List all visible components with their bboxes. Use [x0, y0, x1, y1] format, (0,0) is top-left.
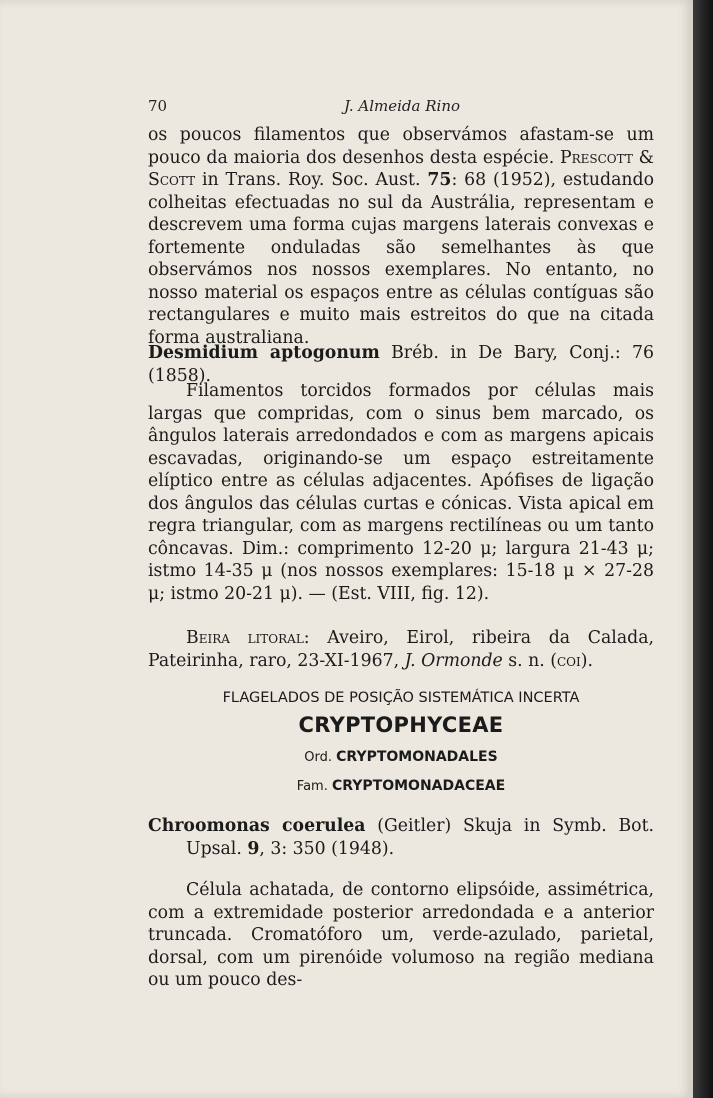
section-heading: FLAGELADOS DE POSIÇÃO SISTEMÁTICA INCERTA: [222, 690, 580, 706]
family-prefix: Fam.: [296, 779, 332, 794]
family-heading: [148, 778, 654, 794]
author-scott: Scott: [148, 170, 196, 190]
paragraph-comparison: [148, 124, 654, 349]
author-prescott: Prescott: [559, 147, 633, 168]
species-citation: Bréb. in De Bary, Conj.: 76 (1858).: [148, 343, 654, 386]
para1-text-a: os poucos filamentos que observámos afastam-se um pouco da maioria dos desenhos desta espécie.: [148, 125, 654, 168]
family-name: CRYPTOMONADACEAE: [331, 778, 506, 794]
book-edge-shadow: [693, 0, 713, 1098]
paragraph-description-chroomonas: [148, 879, 654, 992]
class-heading: CRYPTOPHYCEAE: [298, 713, 504, 737]
description-text: Filamentos torcidos formados por células mais largas que compridas, com o sinus bem marcado, os ângulos laterais arredondados e com as margens apicais escavadas, originando-se um espaço estreitamente elíptico entre as células adjacentes. Apófises de ligação dos ângulos das células curtas e cónicas. Vista apical em regra triangular, com as margens rectilíneas ou um tanto côncavas. Dim.: comprimento 12-20 μ; largura 21-43 μ; istmo 14-35 μ (nos nossos exemplares: 15-18 μ × 27-28 μ; istmo 20-21 μ). — (Est. VIII, fig. 12).: [148, 381, 654, 604]
running-author: J. Almeida Rino: [344, 97, 461, 115]
description2-text: Célula achatada, de contorno elipsóide, assimétrica, com a extremidade posterior arredondada e a anterior truncada. Cromatóforo um, verde-azulado, parietal, dorsal, com um pirenóide volumoso na região mediana ou um pouco des-: [148, 880, 654, 990]
collector-name: J. Ormonde: [404, 650, 503, 671]
para1-text-b: in Trans. Roy. Soc. Aust.: [195, 170, 428, 190]
locality-text-c: ).: [580, 650, 594, 671]
species-heading-chroomonas: [148, 815, 654, 860]
locality-text-b: s. n. (: [502, 650, 557, 671]
species2-citation-a: (Geitler) Skuja in Symb. Bot. Upsal.: [186, 816, 655, 859]
species2-volume: 9: [247, 838, 260, 859]
order-name: CRYPTOMONADALES: [336, 749, 498, 765]
order-heading: [148, 749, 654, 765]
para1-amp: &: [632, 147, 654, 168]
locality-record: [148, 627, 654, 672]
locality-text-a: Aveiro, Eirol, ribeira da Calada, Pateirinha, raro, 23-XI-1967,: [148, 628, 654, 671]
paragraph-description-desmidium: [148, 380, 654, 605]
journal-volume: 75: [427, 170, 452, 190]
species2-name: Chroomonas coerulea: [148, 816, 366, 836]
page-number: 70: [148, 97, 168, 115]
species2-citation-b: , 3: 350 (1948).: [259, 838, 395, 859]
locality-colon: :: [303, 628, 328, 648]
herbarium-code: coi: [557, 650, 581, 671]
species-name: Desmidium aptogonum: [148, 343, 380, 363]
locality-region: Beira litoral: [186, 628, 304, 648]
order-prefix: Ord.: [304, 750, 337, 765]
running-header: [148, 97, 654, 119]
para1-text-c: : 68 (1952), estudando colheitas efectuadas no sul da Austrália, representam e descrevem uma forma cujas margens laterais convexas e fortemente onduladas são semelhantes às que observámos nos nossos exemplares. No entanto, no nosso material os espaços entre as células contíguas são rectangulares e muito mais estreitos do que na citada forma australiana.: [148, 170, 654, 348]
